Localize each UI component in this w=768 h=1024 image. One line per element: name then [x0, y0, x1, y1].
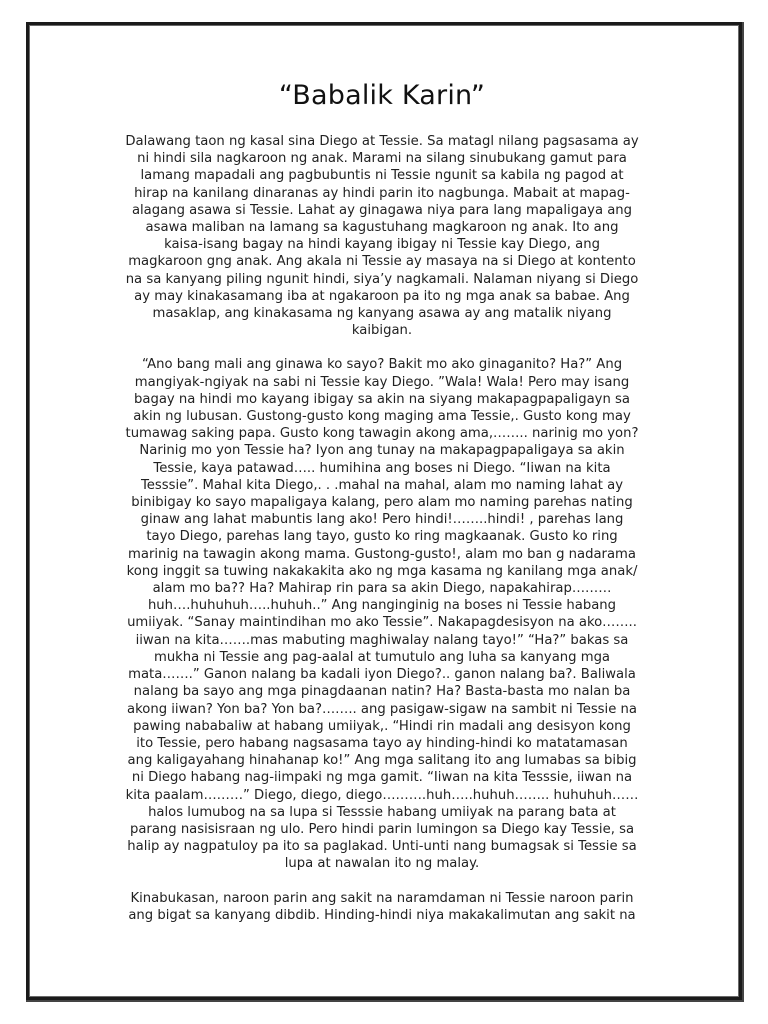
document-body: [86, 80, 678, 941]
paragraph-1: Dalawang taon ng kasal sina Diego at Tessie. Sa matagl nilang pagsasama ay ni hindi sila nagkaroon ng anak. Marami na silang sinubukang gamut para lamang mapadali ang pagbubuntis ni Tessie ngunit sa kabila ng pagod at hirap na kanilang dinaranas ay hindi parin ito nagbunga. Mabait at mapag- alagang asawa si Tessie. Lahat ay ginagawa niya para lang mapaligaya ang asawa maliban na lamang sa kagustuhang magkaroon ng anak. Ito ang kaisa-isang bagay na hindi kayang ibigay ni Tessie kay Diego, ang magkaroon gng anak. Ang akala ni Tessie ay masaya na si Diego at kontento na sa kanyang piling ngunit hindi, siya’y nagkamali. Nalaman niyang si Diego ay may kinakasamang iba at ngakaroon pa ito ng mga anak sa babae. Ang masaklap, ang kinakasama ng kanyang asawa ay ang matalik niyang kaibigan.: [125, 134, 639, 339]
paragraph-2: “Ano bang mali ang ginawa ko sayo? Bakit mo ako ginaganito? Ha?” Ang mangiyak-ngiyak na sabi ni Tessie kay Diego. ”Wala! Wala! Pero may isang bagay na hindi mo kayang ibigay sa akin na siyang makapagpapaligayn sa akin ng lubusan. Gustong-gusto kong maging ama Tessie,. Gusto kong may tumawag saking papa. Gusto kong tawagin akong ama,…….. narinig mo yon? Narinig mo yon Tessie ha? Iyon ang tunay na makapagpapaligaya sa akin Tessie, kaya patawad….. humihina ang boses ni Diego. “Iiwan na kita Tesssie”. Mahal kita Diego,. . .mahal na mahal, alam mo naming lahat ay binibigay ko sayo mapaligaya kalang, pero alam mo naming parehas nating ginaw ang lahat mabuntis lang ako! Pero hindi!……..hindi! , parehas lang tayo Diego, parehas lang tayo, gusto ko ring magkaanak. Gusto ko ring marinig na tawagin akong mama. Gustong-gusto!, alam mo ban g nadarama kong inggit sa tuwing nakakakita ako ng mga kasama ng kanilang mga anak/ alam mo ba?? Ha? Mahirap rin para sa akin Diego, napakahirap……… huh….huhuhuh…..huhuh..” Ang nanginginig na boses ni Tessie habang umiiyak. “Sanay maintindihan mo ako Tessie”. Nakapagdesisyon na ako…….. iiwan na kita…….mas mabuting maghiwalay nalang tayo!” “Ha?” bakas sa mukha ni Tessie ang pag-aalal at tumutulo ang luha sa kanyang mga mata…….” Ganon nalang ba kadali iyon Diego?.. ganon nalang ba?. Baliwala nalang ba sayo ang mga pinagdaanan natin? Ha? Basta-basta mo nalan ba akong iiwan? Yon ba? Yon ba?…….. ang pasigaw-sigaw na sambit ni Tessie na pawing nababaliw at habang umiiyak,. “Hindi rin madali ang desisyon kong ito Tessie, pero habang nagsasama tayo ay hinding-hindi ko matatamasan ang kaligayahang hinahanap ko!” Ang mga salitang ito ang lumabas sa bibig ni Diego habang nag-iimpaki ng mga gamit. “Iiwan na kita Tesssie, iiwan na kita paalam………” Diego, diego, diego……….huh…..huhuh…….. huhuhuh…… halos lumubog na sa lupa si Tesssie habang umiiyak na parang bata at parang nasisisraan ng ulo. Pero hindi parin lumingon sa Diego kay Tessie, sa halip ay nagpatuloy pa ito sa paglakad. Unti-unti nang bumagsak si Tessie sa lupa at nawalan ito ng malay.: [125, 357, 639, 872]
document-title: “Babalik Karin”: [278, 80, 486, 111]
paragraph-3: Kinabukasan, naroon parin ang sakit na naramdaman ni Tessie naroon parin ang bigat sa kanyang dibdib. Hinding-hindi niya makakalimutan ang sakit na: [128, 890, 636, 923]
